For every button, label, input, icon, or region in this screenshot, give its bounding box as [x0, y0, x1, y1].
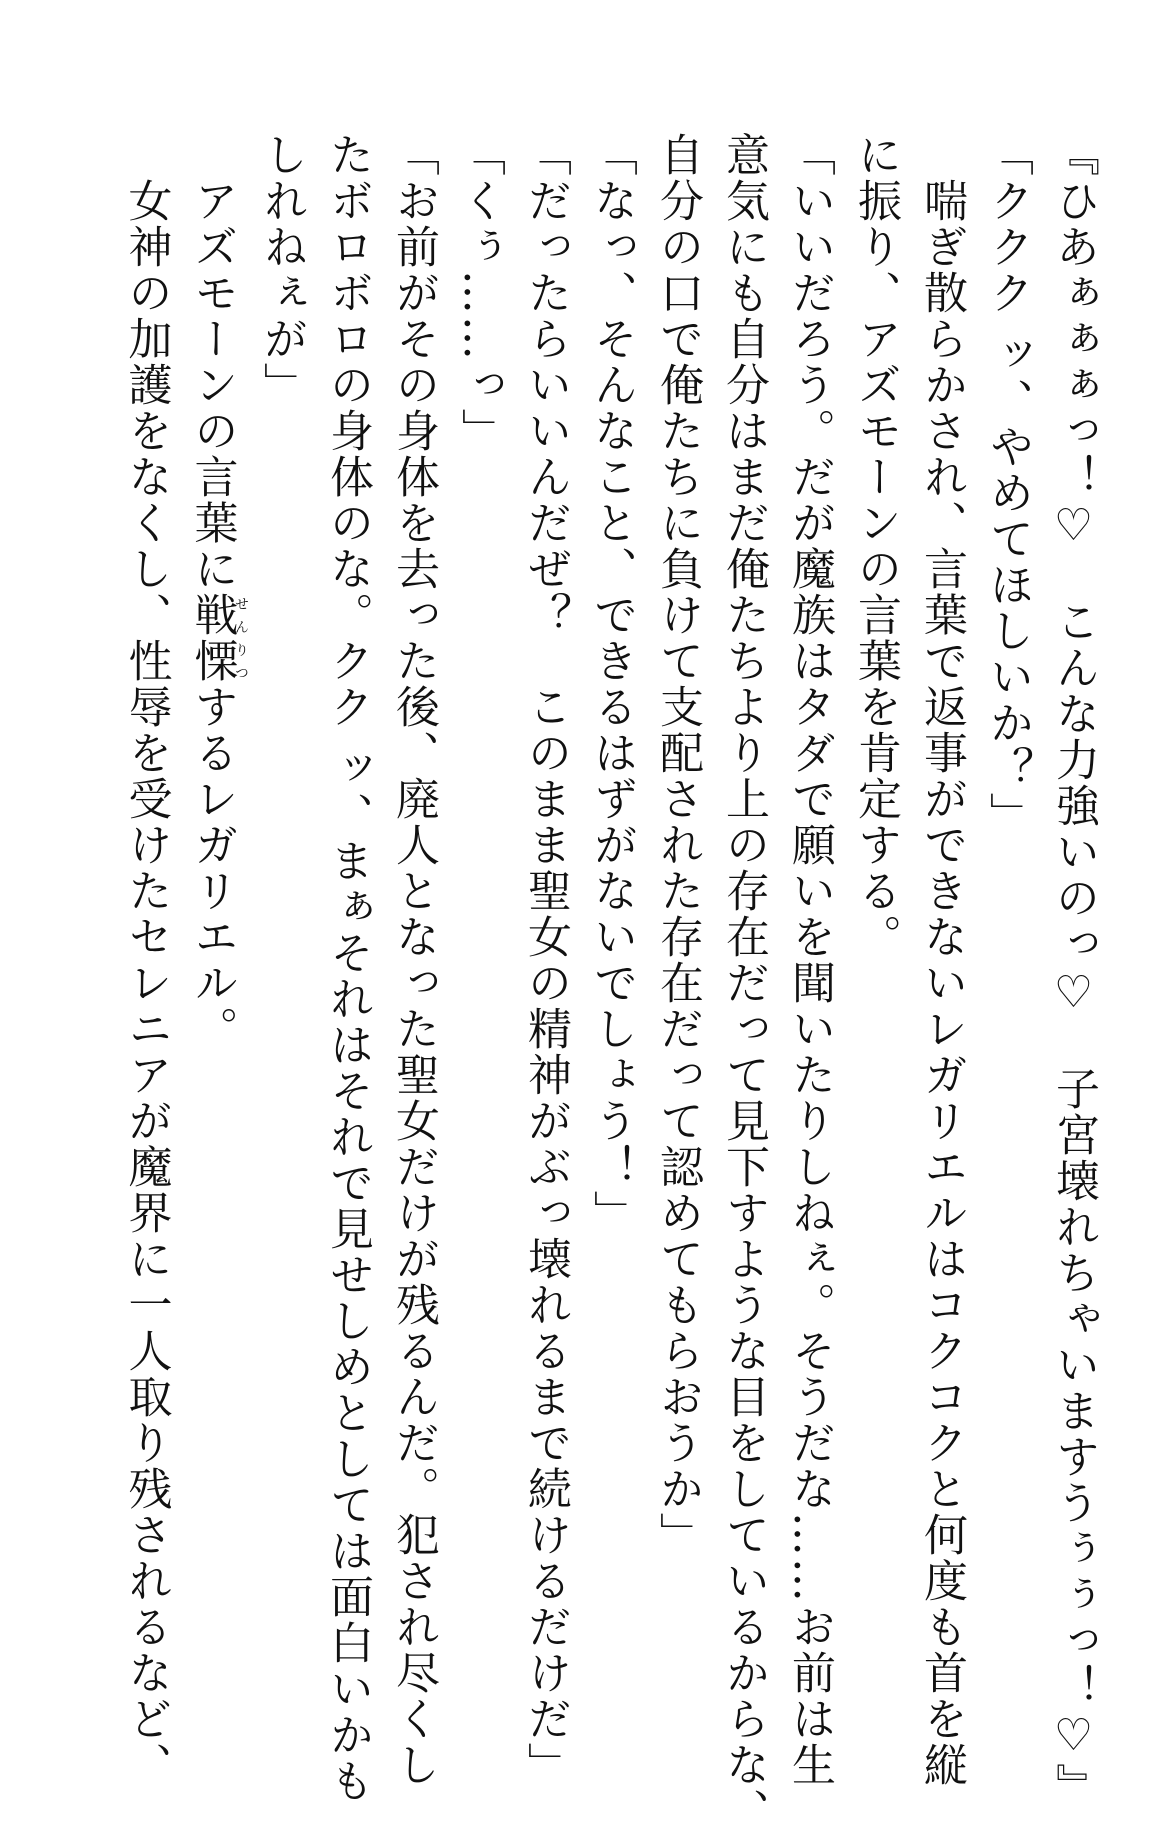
ruby-reading: せんりつ [233, 592, 249, 684]
text-line-11: 「お前がその身体を去った後、廃人となった聖女だけが残るんだ。犯され尽くし [388, 132, 439, 1788]
text-line-15: 女神の加護をなくし、性辱を受けたセレニアが魔界に一人取り残されるなど、 [120, 132, 172, 1788]
text-line-6: 意気にも自分はまだ俺たちより上の存在だって見下すような目をしているからな、 [718, 132, 769, 1834]
text-line-13: しれねぇが」 [256, 132, 307, 408]
text-line-5: 「いいだろう。だが魔族はタダで願いを聞いたりしねぇ。そうだな……お前は生 [784, 132, 835, 1788]
vertical-text-body [113, 132, 1107, 1834]
ruby-base: 戦慄 [186, 592, 238, 684]
text-line-3: 喘ぎ散らかされ、言葉で返事ができないレガリエルはコクコクと何度も首を縦 [916, 132, 967, 1788]
text-line-14-tail: するレガリエル。 [186, 684, 238, 1052]
text-line-1: 『ひあぁぁぁっ！♡ こんな力強いのっ♡ 子宮壊れちゃいますうぅぅっ！♡』 [1048, 132, 1099, 1809]
text-line-7: 自分の口で俺たちに負けて支配された存在だって認めてもらおうか」 [652, 132, 703, 1558]
text-line-8: 「なっ、そんなこと、できるはずがないでしょう！」 [586, 132, 637, 1236]
text-line-2: 「ククク ッ、やめてほしいか？」 [982, 132, 1033, 838]
ruby-word [186, 592, 249, 684]
text-line-14-lead: アズモーンの言葉に [186, 132, 238, 592]
text-line-12: たボロボロの身体のな。クク ッ、まぁそれはそれで見せしめとしては面白いかも [322, 132, 373, 1804]
text-line-4: に振り、アズモーンの言葉を肯定する。 [850, 132, 901, 960]
text-line-14 [179, 132, 249, 1512]
text-line-9: 「だったらいいんだぜ？ このまま聖女の精神がぶっ壊れるまで続けるだけだ」 [520, 132, 571, 1788]
text-line-10: 「くぅ……っ」 [454, 132, 505, 454]
